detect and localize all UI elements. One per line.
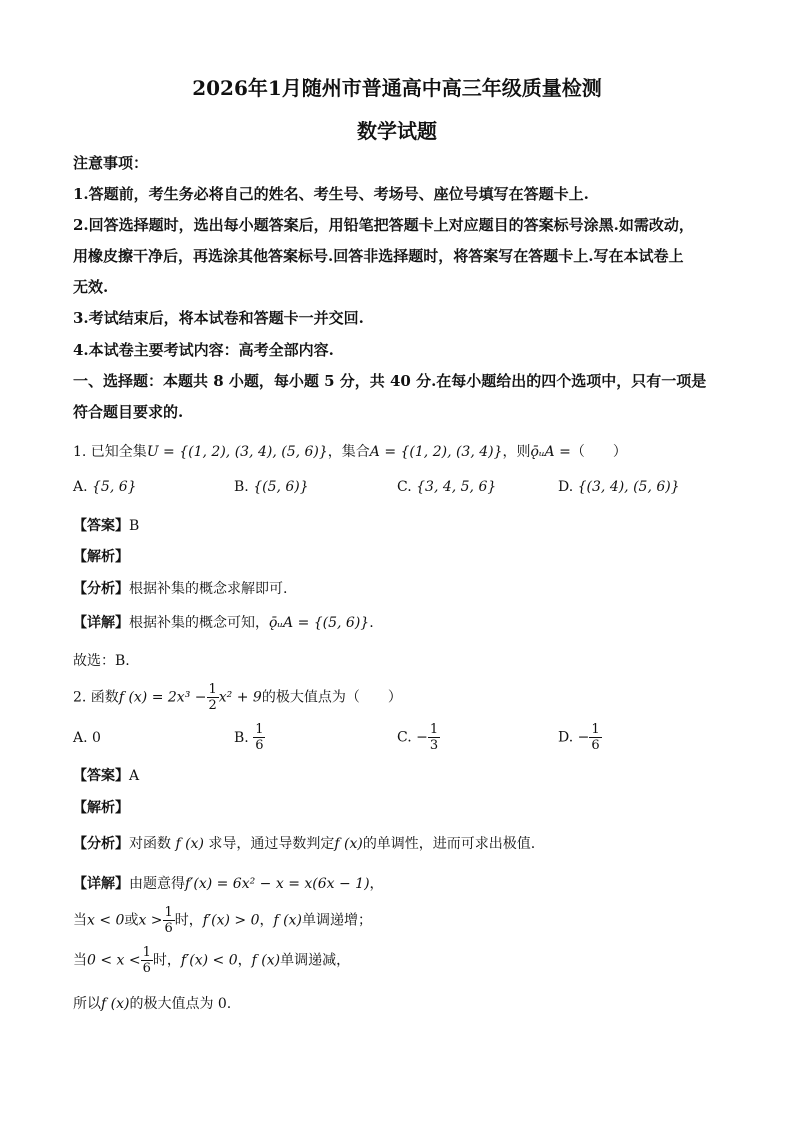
notice-item: 1.答题前，考生务必将自己的姓名、考生号、考场号、座位号填写在答题卡上.: [73, 185, 589, 203]
question-1-stem: 1. 已知全集U = {(1, 2), (3, 4), (5, 6)}，集合A = {(1, 2), (3, 4)}，则ǭᵤA =（ ）: [73, 444, 627, 460]
q2-option-c: C. − $\frac{1}{3}$: [397, 722, 439, 753]
q1-option-a: A. {5, 6}: [73, 479, 137, 495]
complement-expression: ǭᵤA =: [530, 444, 571, 460]
universal-set: U = {(1, 2), (3, 4), (5, 6)}: [146, 444, 328, 460]
q1-option-d: D. {(3, 4), (5, 6)}: [558, 479, 680, 495]
q1-analysis-tag: 【解析】: [73, 549, 129, 565]
question-2-stem: 2. 函数f (x) = 2x³ − $\frac{1}{2}$ x² + 9的极大值点为（ ）: [73, 682, 402, 713]
page-title: 2026年1月随州市普通高中高三年级质量检测: [192, 76, 602, 100]
q2-answer: 【答案】A: [73, 768, 140, 784]
q2-option-a: A. 0: [73, 730, 101, 746]
q2-option-b: B. $\frac{1}{6}$: [234, 722, 264, 753]
section-heading-cont: 符合题目要求的.: [73, 403, 184, 421]
q1-answer: 【答案】B: [73, 518, 140, 534]
q1-option-b: B. {(5, 6)}: [234, 479, 309, 495]
notice-item: 无效.: [73, 278, 109, 296]
notice-item: 4.本试卷主要考试内容：高考全部内容.: [73, 341, 334, 359]
q1-fenxi: 【分析】根据补集的概念求解即可.: [73, 581, 288, 597]
notice-item: 用橡皮擦干净后，再选涂其他答案标号.回答非选择题时，将答案写在答题卡上.写在本试卷上: [73, 247, 684, 265]
q2-option-d: D. − $\frac{1}{6}$: [558, 722, 600, 753]
q2-analysis-tag: 【解析】: [73, 800, 129, 816]
notice-item: 3.考试结束后，将本试卷和答题卡一并交回.: [73, 309, 364, 327]
function-expression: f (x) = 2x³ −: [118, 689, 207, 706]
q1-choice: 故选：B.: [73, 653, 130, 669]
notice-heading: 注意事项：: [73, 154, 149, 172]
q2-line-b: 当0 < x < $\frac{1}{6}$ 时，f′(x) < 0，f (x)单调递减，: [73, 945, 351, 976]
q2-xiangjie: 【详解】由题意得f′(x) = 6x² − x = x(6x − 1)，: [73, 876, 384, 892]
set-a: A = {(1, 2), (3, 4)}: [369, 444, 503, 460]
q2-fenxi: 【分析】对函数 f (x) 求导，通过导数判定f (x)的单调性，进而可求出极值.: [73, 836, 536, 852]
notice-item: 2.回答选择题时，选出每小题答案后，用铅笔把答题卡上对应题目的答案标号涂黑.如需改动，: [73, 216, 694, 234]
page-subtitle: 数学试题: [357, 119, 437, 143]
section-heading: 一、选择题：本题共 8 小题，每小题 5 分，共 40 分.在每小题给出的四个选项中，只有一项是: [73, 372, 707, 390]
q2-line-c: 所以f (x)的极大值点为 0.: [73, 996, 232, 1012]
q2-line-a: 当x < 0或x > $\frac{1}{6}$ 时，f′(x) > 0，f (x)单调递增；: [73, 905, 372, 936]
q1-xiangjie: 【详解】根据补集的概念可知，ǭᵤA = {(5, 6)}.: [73, 615, 374, 631]
q1-option-c: C. {3, 4, 5, 6}: [397, 479, 497, 495]
